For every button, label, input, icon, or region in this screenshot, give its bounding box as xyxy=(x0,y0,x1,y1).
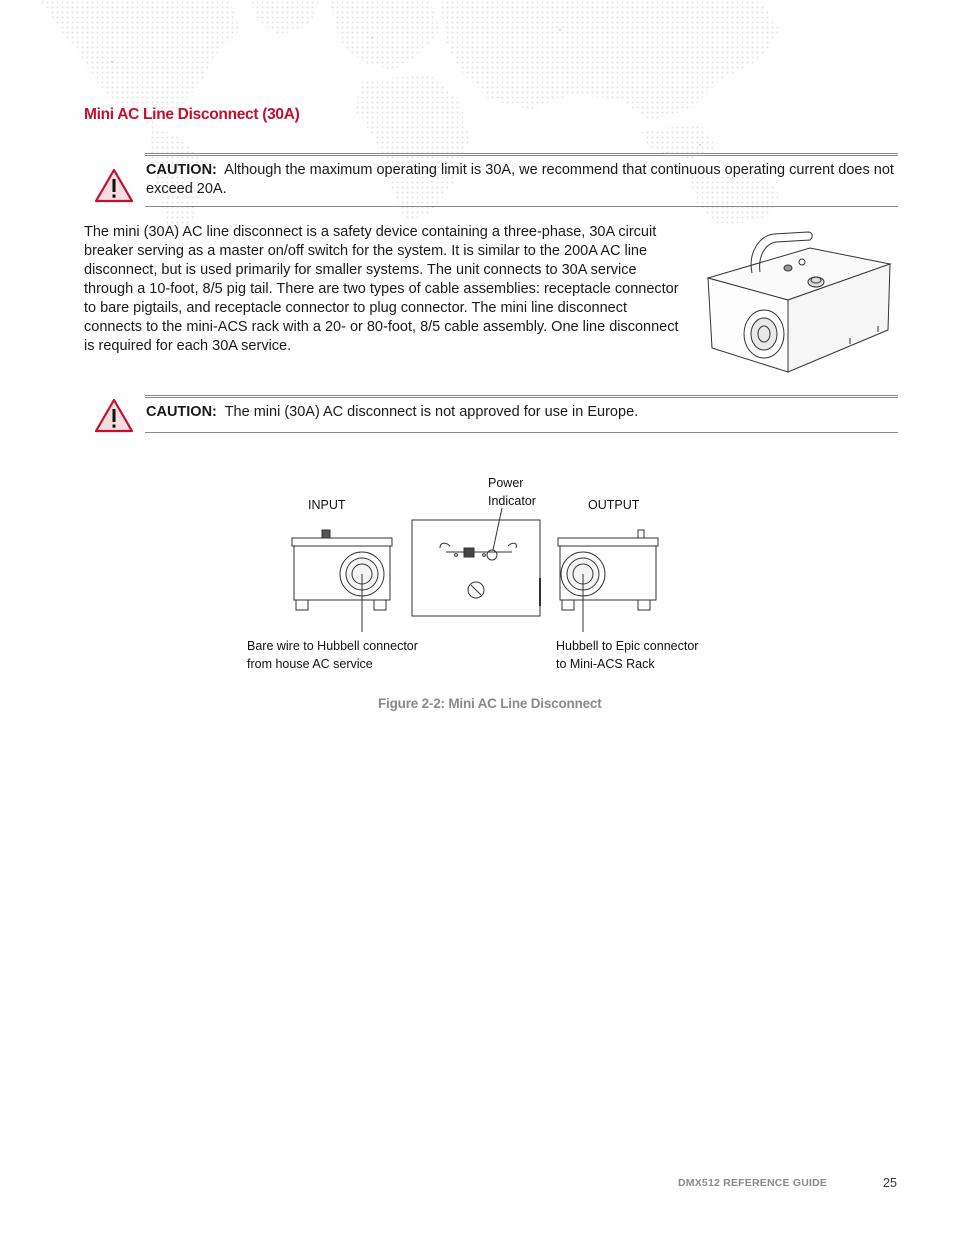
caution1-label: CAUTION: xyxy=(146,162,217,178)
page-number: 25 xyxy=(883,1176,897,1190)
warning-triangle-icon xyxy=(94,168,134,204)
input-note-line2: from house AC service xyxy=(247,657,373,671)
caution1-bottom-rule xyxy=(145,206,898,207)
caution1-text: Although the maximum operating limit is 30A, we recommend that continuous operating current does not exceed 20A. xyxy=(146,162,894,197)
output-note-line2: to Mini-ACS Rack xyxy=(556,657,655,671)
caution2-text: The mini (30A) AC disconnect is not approved for use in Europe. xyxy=(224,404,639,420)
mini-disconnect-product-image xyxy=(700,226,896,376)
output-note-line1: Hubbell to Epic connector xyxy=(556,639,699,653)
figure-caption: Figure 2-2: Mini AC Line Disconnect xyxy=(378,696,602,711)
body-paragraph: The mini (30A) AC line disconnect is a safety device containing a three-phase, 30A circuit breaker serving as a master on/off switch for the system. It is similar to the 200A AC line disconnect, but is used primarily for smaller systems. The unit connects to 30A service through a 10-foot, 8/5 pig tail. There are two types of cable assemblies: receptacle connector to bare pigtails, and receptacle connector to plug connector. The mini line disconnect connects to the mini-ACS rack with a 20- or 80-foot, 8/5 cable assembly. One line disconnect is required for each 30A service. xyxy=(84,224,679,354)
power-label-line1: Power xyxy=(488,476,524,490)
caution2-label: CAUTION: xyxy=(146,404,217,420)
caution1-top-rule xyxy=(145,153,898,156)
mini-disconnect-diagram xyxy=(240,500,710,640)
warning-triangle-icon xyxy=(94,398,134,434)
caution2-message xyxy=(146,403,898,422)
caution2-bottom-rule xyxy=(145,432,898,433)
input-note-line1: Bare wire to Hubbell connector xyxy=(247,639,418,653)
figure-output-label: OUTPUT xyxy=(588,498,640,512)
power-label-line2: Indicator xyxy=(488,494,536,508)
section-title: Mini AC Line Disconnect (30A) xyxy=(84,106,300,123)
caution1-message xyxy=(146,161,898,199)
figure-output-note xyxy=(556,637,698,673)
figure-input-label: INPUT xyxy=(308,498,346,512)
figure-input-note xyxy=(247,637,418,673)
footer-guide-title: DMX512 REFERENCE GUIDE xyxy=(678,1177,828,1189)
caution2-top-rule xyxy=(145,395,898,398)
